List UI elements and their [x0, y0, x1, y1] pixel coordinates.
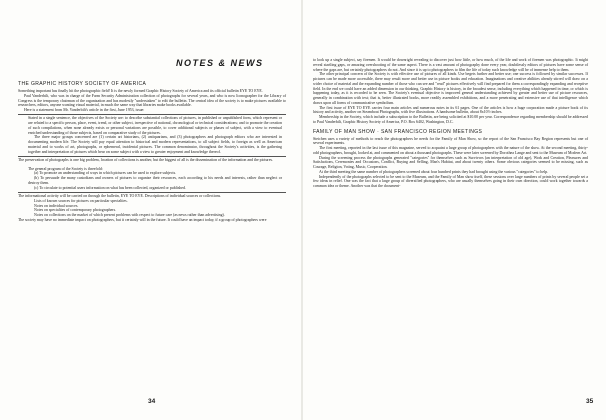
quote-rule-bottom	[18, 156, 286, 157]
paragraph: The first issue of EYE TO EYE carries four main articles and numerous notes in its 61 pages. One of the articles is how a huge corporation made a picture book of its history and activity, another on Steamboat Photographs, with five illustrations. A handsome bulletin, about 8x10½ inches.	[313, 105, 588, 115]
paragraph: Paul Vanderbilt, who was in charge of the Farm Security Administration collection of photographs for several years, and who is now Iconographer for the Library of Congress is the temporary chairman of the organization and has modestly "understaken" to edit the bulletin. The central idea of the society is to make pictures available to researchers, editors, anyone wanting visual material, in much the same way that libraries make books available.	[18, 93, 286, 108]
paragraph: to look up a single subject, say firemen. It would be downright revealing to discover just how little, or how much, of the life and work of firemen was photographic. It might reveal startling gaps, or amazing overshooting of the same aspect. There is a vast amount of photography done every year, doubtlessly editors of pictures have some sense of where the gaps are, but certainly photographers do not. And since it is up to photographers to film the life of today such knowledge will be of immense help to them.	[313, 58, 588, 72]
article-heading-graphic-history: THE GRAPHIC HISTORY SOCIETY OF AMERICA	[18, 81, 147, 87]
left-column	[18, 81, 286, 223]
paragraph: The informational activity will be carried on through the bulletin, EYE TO EYE. Descriptions of individual sources or collections.	[18, 194, 222, 199]
paragraph: At the third meeting the same number of photographers screened about four hundred prints they had brought using the various "categories" to help.	[319, 169, 549, 174]
quoted-statement: Stated in a single sentence, the objectives of the Society are: to describe substantial collections of pictures, in published or unpublished form, which represent or are related to a specific person, place, event, trend, or other subject, irrespective of national, chronological or technical considerations; and to promote the creation of such compilations, when none already exists or personal variations are possible, to cover additional subjects or phases of subject, with a view to eventual enriched understanding of those subjects, based on comparative study of the pictures.	[28, 116, 282, 135]
list-item: Notes on specialties of contemporary photographers.	[34, 208, 117, 213]
list-item: Lists of known sources for pictures on particular specialties.	[34, 198, 128, 203]
page-number: 34	[148, 398, 156, 405]
paragraph: During the screening process the photographs generated "categories" for themselves such as Survivors (an interpretation of old age), Work and Creation, Pleasures and Satisfactions, Ceremonies and Occasions, Conflict, Buying and Selling, Man's Habitat, and about twenty others. Some obvious categories seemed to be missing, such as Courage, Religion, Voting, Music, Cooperation.	[313, 155, 588, 169]
paragraph: Here is a statement from Mr. Vanderbilt's article in the first, June 1953, issue:	[24, 108, 145, 112]
section-rule	[18, 192, 286, 193]
right-page	[176, 0, 606, 420]
program-item-c: (c) To circulate to potential users information on what has been collected, organized or published.	[34, 185, 186, 190]
paragraph: Something important has finally hit the photographic field! It is the newly formed Graphic History Society of America and its official bulletin EYE TO EYE.	[18, 89, 263, 93]
quoted-statement: The three major groups concerned are (1) certain art historians, (2) antiquarians, and (3) photographers and photograph editors who are interested in documenting modern life. The Society will pay equal attention to historical and modern representations, to all subject fields, to foreign as well as American material and to works of art, photographs, or ephemeral, incidental pictures. The common denominator, throughout the Society's activities, is the gathering together and interpretation of pictures which bear on some subject with a view to greater enjoyment and knowledge thereof.	[28, 135, 282, 154]
paragraph: Independently of the photographs selected to be sent to the Museum, and the Family of Man show itself, these sessions over large numbers of prints by several people set a few ideas in relief. One was the fact that a large group of diversified photographers, who are usually themselves going in their own direction, could work together towards a common idea or theme. Another was that the document-	[313, 174, 588, 188]
paragraph: The society may have no immediate impact on photographers, but it certainly will in the future. It could have an impact today, if a group of photographers were	[18, 217, 267, 222]
paragraph: The first meeting, reported in the last issue of this magazine, served to acquaint a large group of photographers with the nature of the show. At the second meeting, thirty-odd photographers, brought, looked at, and commented on about a thousand photographs. These were later screened by Dorothea Lange and sent to the Museum of Modern Art.	[313, 146, 588, 155]
list-item: Notes on collections on the market of which present problems with respect to future care (as news rather than advertising).	[34, 213, 225, 218]
section-title: NOTES & NEWS	[176, 58, 264, 68]
program-intro: The general program of the Society is threefold:	[28, 166, 103, 171]
paragraph: The preservation of photographs is one big problem, location of collections is another, but the biggest of all is the dissemination of the information and the pictures.	[18, 157, 273, 162]
program-item-a: (a) To promote an understanding of ways in which pictures can be used to explore subjects.	[34, 171, 177, 176]
quote-rule-top	[18, 114, 286, 115]
paragraph: The other principal concern of the Society is with effective use of pictures of all kinds. Use begets further and better use; one success is followed by similar successes. If pictures can be made more accessible, there may result more and better use in picture books and education. Imaginations and creative abilities already stirred will draw on a wider choice of material and the expanding number of those who can see and "read" pictures effectively will find prepared for them a correspondingly expanding and receptive field. In the end we could have an added dimension in our thinking. Graphic History is history, in the broadest sense, including everything which happened in time, or which is happening today, as it is recorded to be seen. The Society's eventual objective is improved general understanding achieved by greater and better use of picture resources, generally in combination with text; that is, better illustrated books, more readily assembled exhibitions, and a more penetrating and extensive use of that intelligence which draws upon all forms of communicative symbolism.	[313, 72, 588, 105]
program-item-b: (b) To persuade the many custodians and owners of pictures to organize their resources, each according to his needs and interests, rather than neglect or destroy them.	[28, 176, 282, 185]
paragraph: Steichen uses a variety of methods to reach the photographers he needs for the Family of Man Show, so the report of the San Francisco Bay Region represents but one of several experiments.	[313, 136, 588, 146]
right-column	[313, 58, 588, 189]
article-heading-family-of-man: FAMILY OF MAN SHOW · SAN FRANCISCO REGION MEETINGS	[313, 128, 483, 135]
paragraph: Membership in the Society, which include a subscription to the Bulletin, are being solicited at $10.00 per year. Correspondence regarding membership should be addressed to Paul Vanderbilt, Graphic History Society of America, P.O. Box 6402, Washington, D.C.	[313, 115, 588, 124]
list-item: Notes on individual sources.	[34, 203, 79, 208]
page-number: 35	[586, 398, 594, 405]
